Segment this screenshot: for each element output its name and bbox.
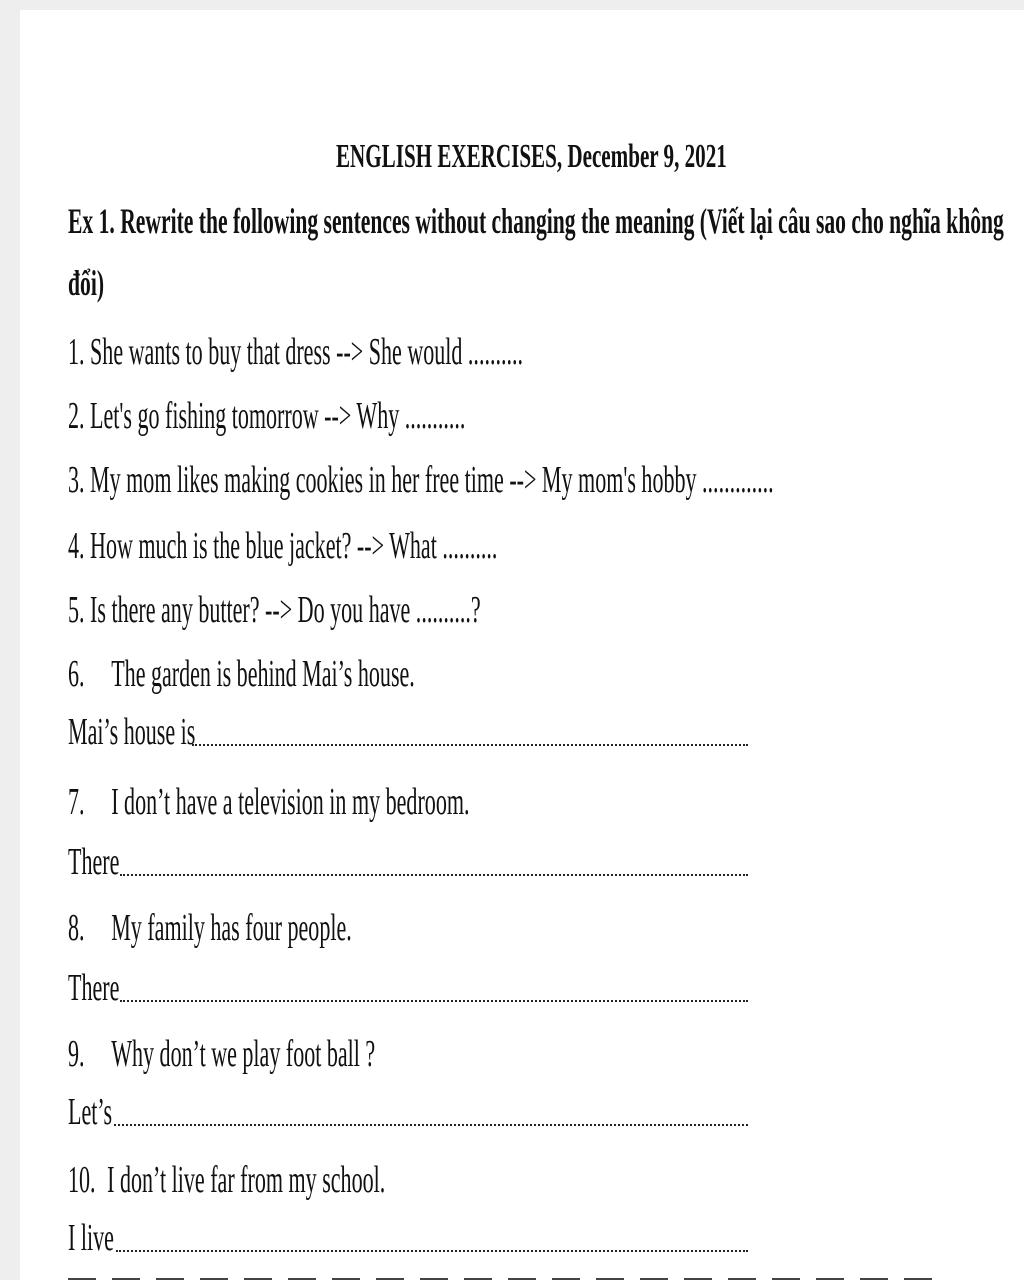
worksheet-page — [20, 10, 1024, 1280]
question-8-text: My family has four people. — [111, 907, 352, 949]
exercise-1-instruction: Ex 1. Rewrite the following sentences without changing the meaning (Viết lại câu sao cho nghĩa không — [68, 201, 1004, 241]
question-9-number: 9. — [68, 1033, 85, 1075]
question-10-answer-line[interactable] — [68, 1216, 748, 1260]
question-9 — [68, 1032, 375, 1076]
question-10-answer-prompt: I live — [68, 1217, 114, 1259]
question-1: 1. She wants to buy that dress --> She would .......... — [68, 331, 524, 373]
question-7-answer-line[interactable] — [68, 840, 748, 884]
question-10-blank[interactable] — [116, 1248, 748, 1252]
question-9-answer-prompt: Let’s — [68, 1091, 113, 1133]
question-10-text: I don’t live far from my school. — [107, 1159, 386, 1201]
question-7-answer-prompt: There — [68, 841, 120, 883]
question-7 — [68, 780, 469, 824]
exercise-1-instruction-continued: đổi) — [68, 263, 105, 303]
question-9-text: Why don’t we play foot ball ? — [111, 1033, 376, 1075]
question-10-number: 10. — [68, 1159, 96, 1201]
question-9-answer-line[interactable] — [68, 1090, 748, 1134]
question-9-blank[interactable] — [114, 1122, 748, 1126]
question-6-text: The garden is behind Mai’s house. — [111, 653, 415, 695]
question-7-blank[interactable] — [120, 872, 748, 876]
question-8-answer-prompt: There — [68, 967, 120, 1009]
question-8-number: 8. — [68, 907, 85, 949]
question-6 — [68, 652, 415, 696]
question-3: 3. My mom likes making cookies in her free time --> My mom's hobby ............. — [68, 459, 774, 501]
question-5: 5. Is there any butter? --> Do you have ..........? — [68, 589, 481, 631]
question-8-answer-line[interactable] — [68, 966, 748, 1010]
question-7-number: 7. — [68, 781, 85, 823]
question-6-blank[interactable] — [192, 742, 748, 746]
question-6-answer-line[interactable] — [68, 710, 748, 754]
question-10 — [68, 1158, 385, 1202]
question-6-number: 6. — [68, 653, 85, 695]
question-2: 2. Let's go fishing tomorrow --> Why ........... — [68, 395, 466, 437]
question-8-blank[interactable] — [120, 998, 748, 1002]
page-title: ENGLISH EXERCISES, December 9, 2021 — [336, 138, 727, 175]
question-4: 4. How much is the blue jacket? --> What .......... — [68, 525, 498, 567]
question-7-text: I don’t have a television in my bedroom. — [111, 781, 470, 823]
question-8 — [68, 906, 352, 950]
question-6-answer-prompt: Mai’s house is — [68, 711, 196, 753]
